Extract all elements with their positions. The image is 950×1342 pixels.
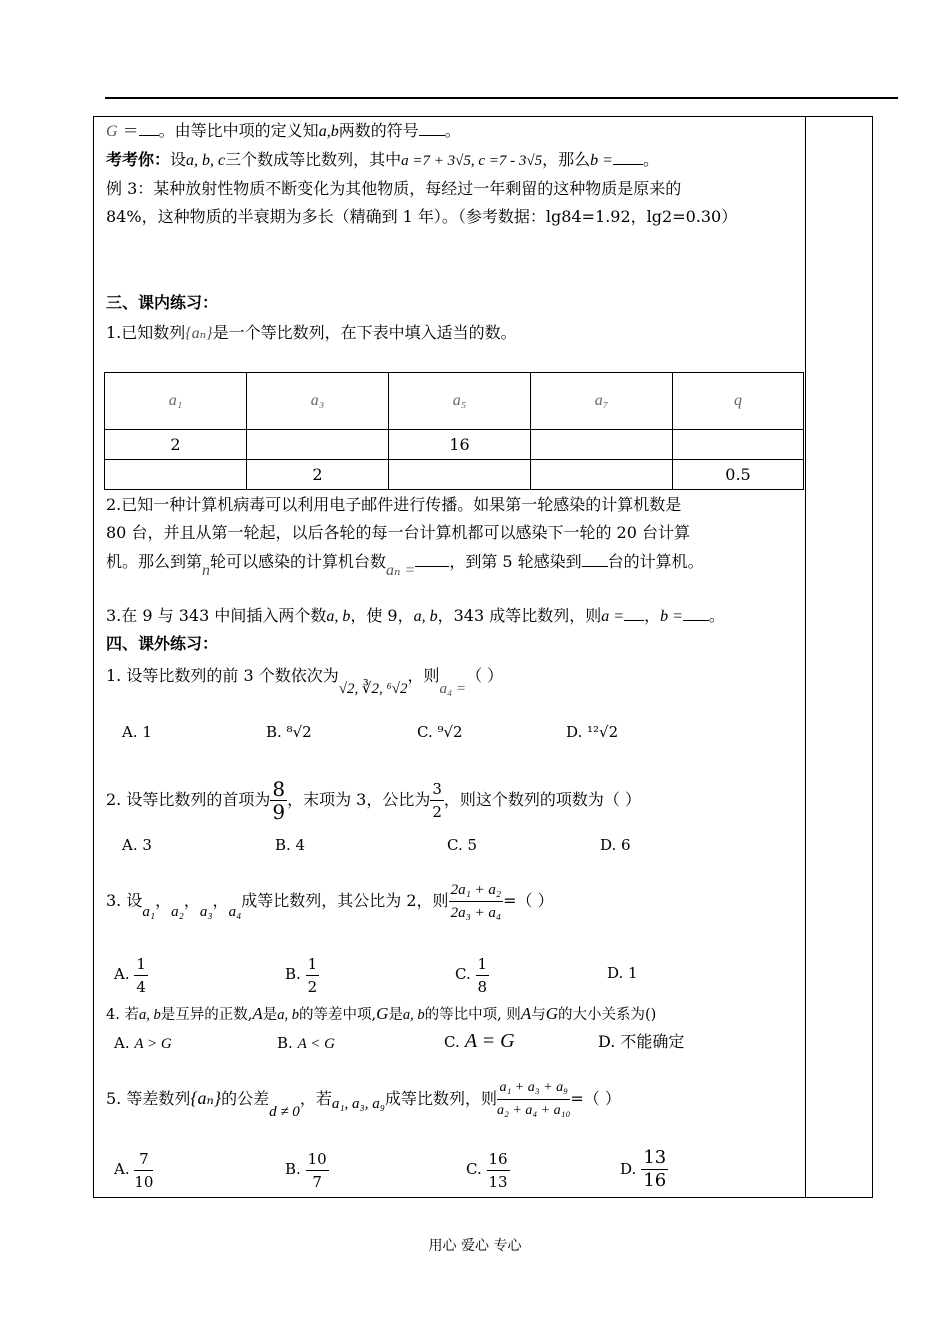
table-header: q [673, 373, 804, 430]
problem-3: 3. 设a₁，a₂，a₃，a₄成等比数列，其公比为 2，则 $\frac{\text{2a₁ + a₂}}{\text{2a₃ + a₄}}$ =（ ） [106, 876, 554, 927]
question-1: 1.已知数列{aₙ}是一个等比数列，在下表中填入适当的数。 [106, 323, 517, 342]
problem-4-option-d: D. 不能确定 [598, 1032, 685, 1051]
table-header: a₇ [531, 373, 673, 430]
table-cell [389, 460, 531, 490]
problem-1: 1. 设等比数列的前 3 个数依次为√2, ∛2, ⁶√2，则a₄ =（ ） [106, 666, 504, 697]
problem-5-option-a: A. $\frac{7}{10}$ [114, 1149, 154, 1191]
page-footer: 用心 爱心 专心 [428, 1238, 522, 1254]
problem-2-option-d: D. 6 [600, 836, 631, 854]
problem-2-option-b: B. 4 [275, 836, 306, 854]
problem-4-option-a: A. A > G [114, 1034, 172, 1052]
problem-5-option-c: C. $\frac{16}{13}$ [466, 1149, 508, 1191]
table-header: a₁ [105, 373, 247, 430]
question-2-line3: 机。那么到第n轮可以感染的计算机台数aₙ = ，到第 5 轮感染到 台的计算机。 [106, 552, 704, 579]
question-2-line1: 2.已知一种计算机病毒可以利用电子邮件进行传播。如果第一轮感染的计算机数是 [106, 495, 682, 514]
example-3-line1: 例 3：某种放射性物质不断变化为其他物质，每经过一年剩留的这种物质是原来的 [106, 179, 682, 198]
problem-5-option-d: D. $\frac{13}{16}$ [620, 1147, 667, 1191]
problem-5-option-b: B. $\frac{10}{7}$ [285, 1149, 327, 1191]
table-cell [531, 460, 673, 490]
table-cell: 2 [247, 460, 389, 490]
problem-1-option-c: C. ⁹√2 [417, 723, 463, 741]
table-cell [531, 430, 673, 460]
example-3-line2: 84%，这种物质的半衰期为多长（精确到 1 年）。（参考数据：lg84=1.92，lg2=0.30） [106, 207, 738, 226]
table-cell [105, 460, 247, 490]
table-cell: 0.5 [673, 460, 804, 490]
problem-3-option-c: C. $\frac{1}{8}$ [455, 954, 488, 996]
problem-4: 4. 若a, b是互异的正数,A是a, b的等差中项,G是a, b的等比中项, 则A与G的大小关系为() [106, 1004, 657, 1023]
problem-4-option-c: C. A = G [444, 1030, 515, 1052]
question-3: 3.在 9 与 343 中间插入两个数a, b，使 9，a, b，343 成等比数列，则a = ，b = 。 [106, 606, 725, 625]
table-cell [247, 430, 389, 460]
section-3-title: 三、课内练习： [106, 293, 219, 312]
table-cell [673, 430, 804, 460]
problem-1-option-d: D. ¹²√2 [566, 723, 619, 741]
table-header: a₃ [247, 373, 389, 430]
top-line: G ＝ 。由等比中项的定义知a,b两数的符号 。 [106, 121, 461, 140]
header-rule [105, 97, 898, 99]
table-cell: 2 [105, 430, 247, 460]
margin-column-divider [805, 116, 806, 1198]
problem-2-option-c: C. 5 [447, 836, 478, 854]
problem-1-option-b: B. ⁸√2 [266, 723, 312, 741]
section-4-title: 四、课外练习： [106, 634, 219, 653]
table-cell: 16 [389, 430, 531, 460]
problem-2-option-a: A. 3 [122, 836, 152, 854]
problem-1-option-a: A. 1 [122, 723, 152, 741]
problem-3-option-b: B. $\frac{1}{2}$ [285, 954, 318, 996]
problem-4-option-b: B. A < G [277, 1034, 335, 1052]
sequence-table [104, 372, 804, 490]
problem-2: 2. 设等比数列的首项为 $\frac{8}{9}$ ，末项为 3，公比为 $\frac{3}{2}$ ，则这个数列的项数为（ ） [106, 777, 642, 824]
problem-3-option-d: D. 1 [607, 964, 638, 982]
question-2-line2: 80 台，并且从第一轮起，以后各轮的每一台计算机都可以感染下一轮的 20 台计算 [106, 523, 690, 542]
problem-5: 5. 等差数列{aₙ}的公差d ≠ 0，若a₁, a₃, a₉成等比数列，则 $\frac{\text{a₁ + a₃ + a₉}}{\text{a₂ + a₄ + a₁₀}}$ =（ ） [106, 1074, 621, 1124]
problem-3-option-a: A. $\frac{1}{4}$ [114, 954, 146, 996]
table-header: a₅ [389, 373, 531, 430]
kaokao-line: 考考你：设a, b, c三个数成等比数列，其中a =7 + 3√5, c =7 - 3√5，那么b = 。 [106, 150, 659, 169]
